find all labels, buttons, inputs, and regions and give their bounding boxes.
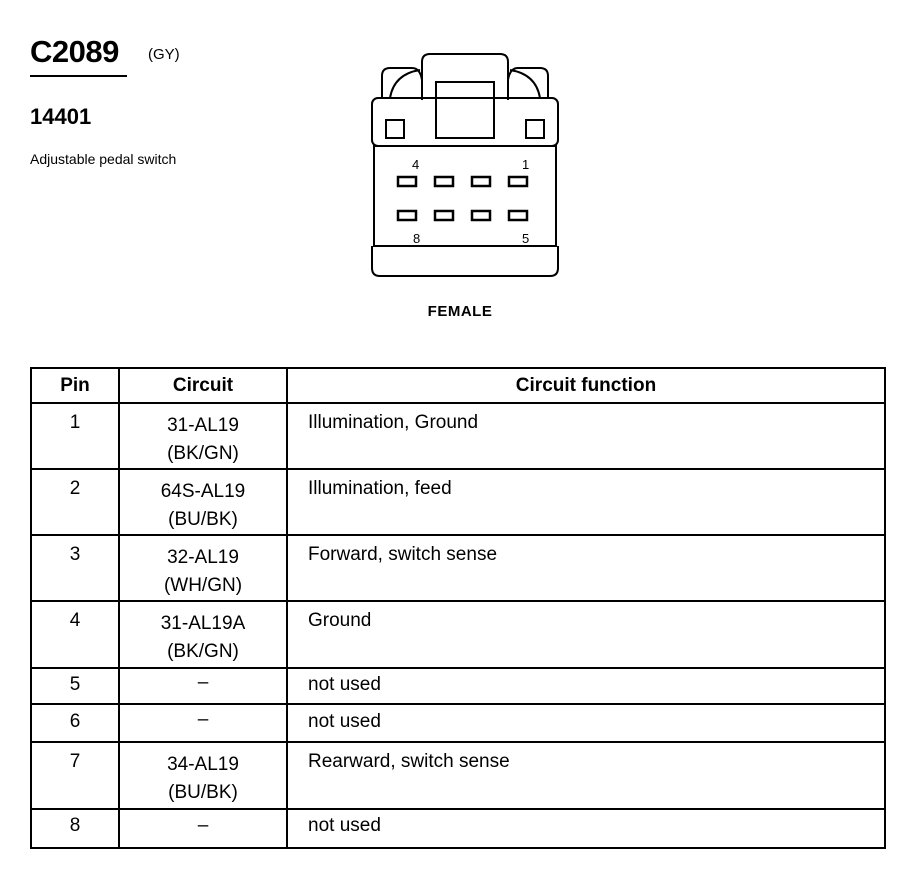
pin-number: 2 xyxy=(31,469,119,535)
circuit-cell xyxy=(119,535,287,601)
circuit-cell xyxy=(119,601,287,668)
circuit-number: – xyxy=(197,709,209,730)
circuit-number: 31-AL19A xyxy=(160,613,246,634)
circuit-function: not used xyxy=(287,704,885,742)
circuit-function: Illumination, feed xyxy=(287,469,885,535)
circuit-function: Rearward, switch sense xyxy=(287,742,885,809)
table-row xyxy=(31,601,885,668)
table-row xyxy=(31,668,885,704)
table-row xyxy=(31,403,885,469)
circuit-function: Ground xyxy=(287,601,885,668)
wire-color: (BU/BK) xyxy=(168,782,238,803)
part-number: 14401 xyxy=(30,104,92,129)
pin-number: 5 xyxy=(31,668,119,704)
pin-number: 4 xyxy=(31,601,119,668)
terminal-cavity xyxy=(435,177,453,186)
connector-id-underline xyxy=(30,75,127,77)
table-row xyxy=(31,809,885,848)
connector-color: (GY) xyxy=(148,46,180,63)
table-row xyxy=(31,704,885,742)
header-circuit-function: Circuit function xyxy=(287,368,885,403)
pin-number: 8 xyxy=(31,809,119,848)
table-header-row xyxy=(31,368,885,403)
circuit-number: 32-AL19 xyxy=(167,547,239,568)
circuit-function: Illumination, Ground xyxy=(287,403,885,469)
circuit-cell xyxy=(119,469,287,535)
table-row xyxy=(31,742,885,809)
wire-color: (WH/GN) xyxy=(163,575,243,596)
wire-color: (BK/GN) xyxy=(167,641,239,662)
circuit-function: Forward, switch sense xyxy=(287,535,885,601)
circuit-cell xyxy=(119,704,287,742)
connector-id: C2089 xyxy=(30,34,119,69)
circuit-number: 31-AL19 xyxy=(167,415,239,436)
pin-number: 1 xyxy=(31,403,119,469)
wire-color: (BK/GN) xyxy=(167,443,239,464)
table-row xyxy=(31,535,885,601)
circuit-number: 34-AL19 xyxy=(167,754,239,775)
circuit-function: not used xyxy=(287,809,885,848)
pin-number: 3 xyxy=(31,535,119,601)
pin-label-5: 5 xyxy=(522,231,530,246)
pin-number: 7 xyxy=(31,742,119,809)
pin-label-1: 1 xyxy=(522,157,530,172)
terminal-cavity xyxy=(398,211,416,220)
component-description: Adjustable pedal switch xyxy=(30,151,177,167)
terminal-cavity xyxy=(435,211,453,220)
header-circuit: Circuit xyxy=(119,368,287,403)
terminal-cavity xyxy=(509,211,527,220)
connector-face-diagram xyxy=(360,50,570,285)
header-pin: Pin xyxy=(31,368,119,403)
pin-label-8: 8 xyxy=(413,231,421,246)
pin-number: 6 xyxy=(31,704,119,742)
terminal-cavity xyxy=(472,177,490,186)
table-row xyxy=(31,469,885,535)
pin-label-4: 4 xyxy=(412,157,420,172)
circuit-cell xyxy=(119,668,287,704)
circuit-number: – xyxy=(197,815,209,836)
circuit-cell xyxy=(119,403,287,469)
circuit-number: – xyxy=(197,672,209,693)
wire-color: (BU/BK) xyxy=(168,509,238,530)
terminal-cavity xyxy=(509,177,527,186)
circuit-function: not used xyxy=(287,668,885,704)
circuit-number: 64S-AL19 xyxy=(160,481,246,502)
circuit-cell xyxy=(119,809,287,848)
terminal-cavity xyxy=(472,211,490,220)
terminal-cavity xyxy=(398,177,416,186)
circuit-cell xyxy=(119,742,287,809)
connector-gender: FEMALE xyxy=(427,303,493,320)
pinout-table xyxy=(30,367,886,849)
